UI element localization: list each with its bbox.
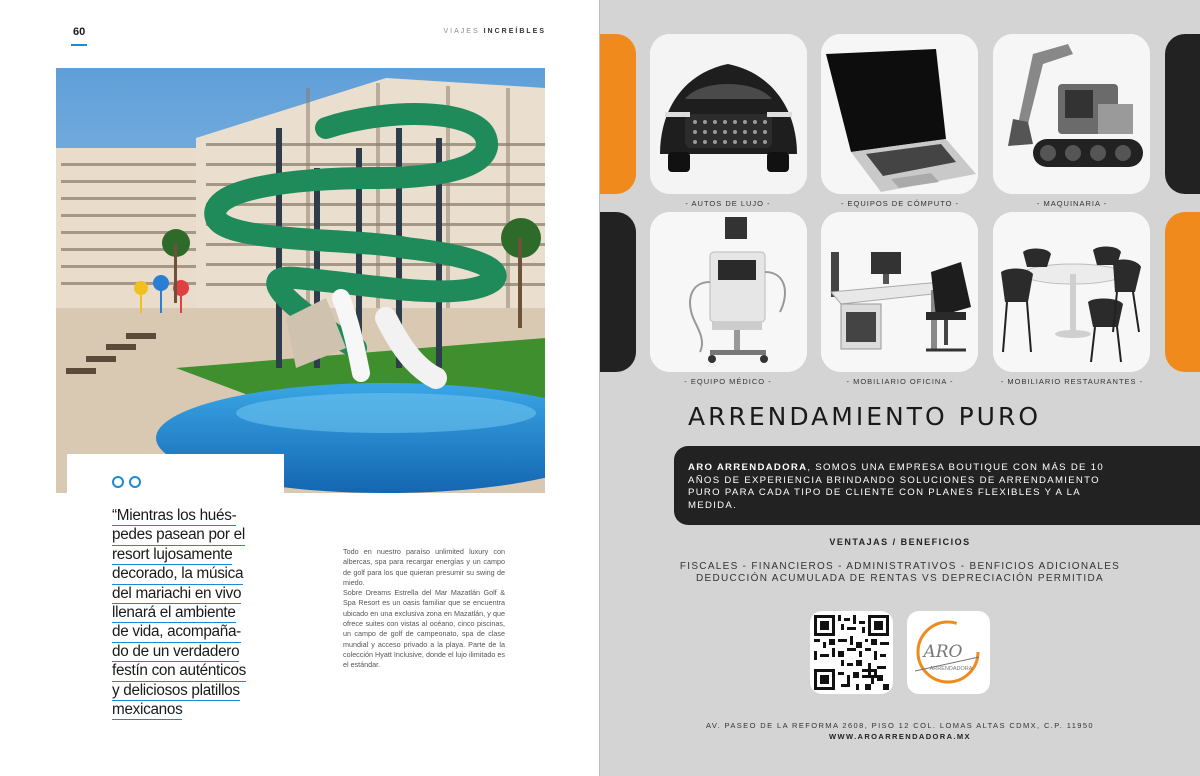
benefits-deduction-line: DEDUCCIÓN ACUMULADA DE RENTAS VS DEPRECIACIÓN PERMITIDA	[695, 573, 1105, 584]
pull-quote-line: y deliciosos platillos	[112, 682, 240, 701]
company-website-link[interactable]: WWW.AROARRENDADORA.MX	[829, 732, 971, 741]
pull-quote-line: llenará el ambiente	[112, 604, 236, 623]
resort-waterslide-photo	[56, 68, 545, 493]
tile-medical-equipment	[650, 212, 807, 372]
pull-quote-line: mexicanos	[112, 701, 182, 720]
restaurant-furniture-photo-icon	[993, 212, 1150, 372]
office-furniture-photo-icon	[821, 212, 978, 372]
quote-marks-icon	[112, 476, 141, 488]
tile-label: - MOBILIARIO RESTAURANTES -	[1000, 377, 1144, 386]
tile-office-furniture	[821, 212, 978, 372]
luxury-car-photo-icon	[650, 34, 807, 194]
quote-circle-icon	[112, 476, 124, 488]
pull-quote-line: pedes pasean por el	[112, 526, 245, 545]
section-header-prefix: VIAJES	[443, 28, 480, 35]
ad-title: ARRENDAMIENTO PURO	[688, 402, 1042, 431]
pull-quote-line: “Mientras los hués-	[112, 507, 236, 526]
dark-side-tab	[600, 212, 636, 372]
company-address: AV. PASEO DE LA REFORMA 2608, PISO 12 COL. LOMAS ALTAS CDMX, C.P. 11950	[706, 721, 1094, 730]
company-description	[688, 462, 1118, 512]
qr-code[interactable]	[810, 611, 893, 694]
pull-quote-line: do de un verdadero	[112, 643, 239, 662]
section-header-emphasis: INCREÍBLES	[483, 28, 546, 35]
tile-label: - EQUIPOS DE CÓMPUTO -	[840, 199, 960, 208]
company-banner	[674, 446, 1200, 525]
pull-quote	[112, 507, 264, 720]
benefits-list: FISCALES - FINANCIEROS - ADMINISTRATIVOS - BENFICIOS ADICIONALES	[679, 561, 1121, 572]
company-name: ARO ARRENDADORA	[688, 462, 808, 473]
logo-text: ARO	[923, 642, 963, 662]
pull-quote-line: del mariachi en vivo	[112, 585, 241, 604]
tile-luxury-cars	[650, 34, 807, 194]
quote-circle-icon	[129, 476, 141, 488]
section-header	[444, 28, 546, 35]
logo-subtext: ARRENDADORA	[929, 666, 973, 672]
article-body	[343, 547, 505, 671]
pull-quote-line: resort lujosamente	[112, 546, 232, 565]
orange-side-tab	[600, 34, 636, 194]
aro-logo	[907, 611, 990, 694]
tile-restaurant-furniture	[993, 212, 1150, 372]
page-number-rule	[71, 44, 87, 46]
tile-label: - AUTOS DE LUJO -	[685, 199, 771, 208]
quote-panel	[67, 454, 284, 514]
orange-side-tab	[1165, 212, 1200, 372]
pull-quote-line: festín con auténticos	[112, 662, 246, 681]
tile-label: - MOBILIARIO OFICINA -	[846, 377, 954, 386]
tile-computer-equipment	[821, 34, 978, 194]
medical-equipment-photo-icon	[650, 212, 807, 372]
article-paragraph: Todo en nuestro paraíso unlimited luxury con albercas, spa para recargar energías y un campo de golf para los que quieran presumir su swing de miedo.	[343, 547, 505, 587]
excavator-photo-icon	[993, 34, 1150, 194]
pull-quote-line: decorado, la música	[112, 565, 243, 584]
tile-label: - MAQUINARIA -	[1036, 199, 1108, 208]
tile-machinery	[993, 34, 1150, 194]
aro-logo-icon	[907, 611, 990, 694]
company-description-text: , SOMOS UNA EMPRESA BOUTIQUE CON MÁS DE 10 AÑOS DE EXPERIENCIA BRINDANDO SOLUCIONES DE ARRENDAMIENTO PURO PARA CADA TIPO DE CLIENTE CON PLANES FLEXIBLES Y A LA MEDIDA.	[688, 462, 1104, 511]
tile-label: - EQUIPO MÉDICO -	[684, 377, 772, 386]
pull-quote-line: de vida, acompaña-	[112, 623, 241, 642]
qr-code-icon	[814, 615, 889, 690]
article-paragraph: Sobre Dreams Estrella del Mar Mazatlán Golf & Spa Resort es un oasis familiar que se encuentra ubicado en una exclusiva zona en Mazatlán, y que ofrece suites con vistas al océano, cinco piscinas, un campo de golf de campeonato, spa de clase mundial y acceso privado a la playa. Parte de la colección Hyatt Inclusive, donde el lujo ilimitado es el estándar.	[343, 588, 505, 670]
page-number: 60	[73, 26, 86, 38]
dark-side-tab	[1165, 34, 1200, 194]
laptop-photo-icon	[821, 34, 978, 194]
benefits-heading: VENTAJAS / BENEFICIOS	[829, 537, 971, 547]
